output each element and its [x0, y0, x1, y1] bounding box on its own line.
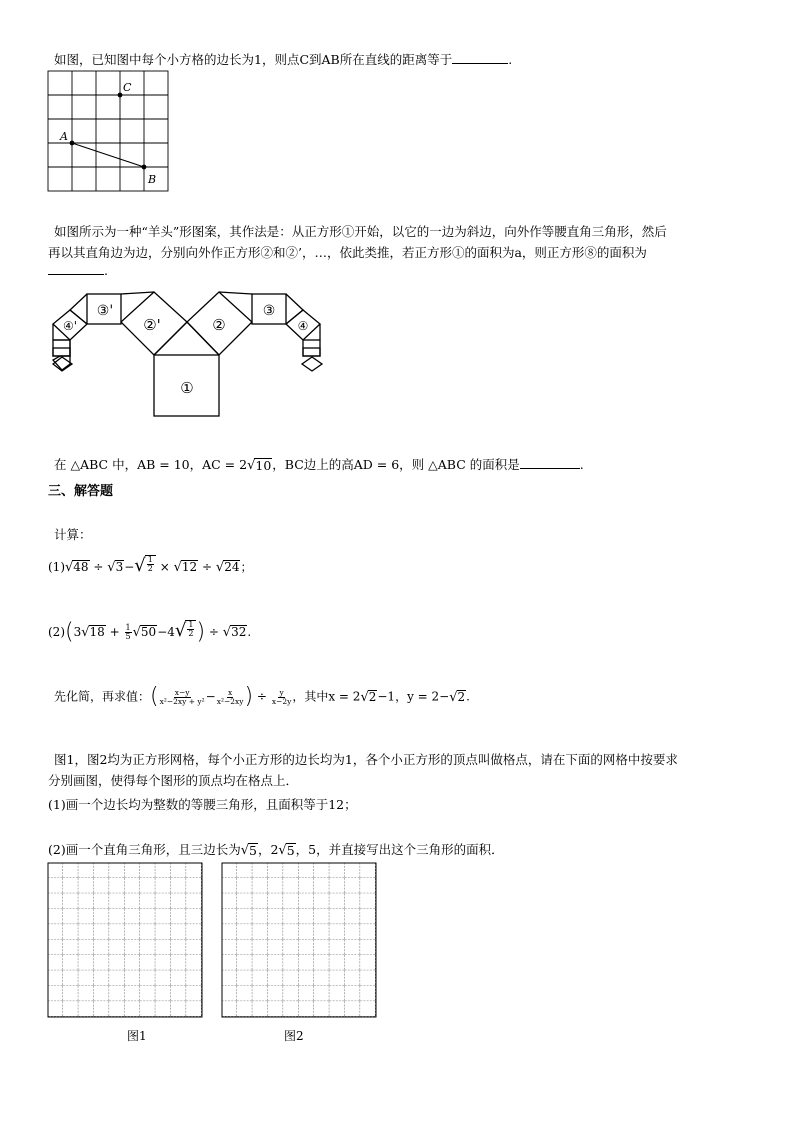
q3-answer-blank[interactable] — [520, 456, 580, 469]
q4-intro: 计算： — [54, 527, 92, 542]
q2-answer-blank[interactable] — [48, 262, 104, 275]
q2-line1: 如图所示为一种“羊头”形图案，其作法是：从正方形①开始，以它的一边为斜边，向外作等腰直角三角形，然后 — [54, 224, 667, 239]
section-title: 三、解答题 — [48, 484, 114, 499]
label-square-2-prime: ②' — [143, 316, 161, 334]
label-b: B — [148, 173, 157, 186]
q1-period: . — [508, 52, 513, 67]
q4-part1-expression: (1) √ 48 ÷ √ 3 − √ $\frac{1}{2}$ × √ 12 ÷ √ 24 ； — [48, 555, 253, 576]
question-3-text — [54, 455, 584, 473]
central-triangle — [154, 322, 219, 355]
point-b — [142, 165, 147, 170]
q2-line3 — [48, 262, 108, 278]
q2-line2: 再以其直角边为边，分别向外作正方形②和②’，…，依此类推，若正方形①的面积为a，则正方形⑧的面积为 — [48, 245, 647, 260]
q5-intro: 先化简，再求值： — [54, 689, 151, 704]
sqrt-10: √ 10 — [247, 458, 272, 473]
question-1-text — [54, 50, 512, 68]
q1-grid-figure — [47, 70, 171, 194]
label-square-1: ① — [180, 379, 194, 397]
q2-period: . — [104, 263, 108, 278]
q6-part1: (1)画一个边长均为整数的等腰三角形，且面积等于12； — [48, 797, 357, 812]
q3-period: . — [579, 457, 584, 472]
ram-head-figure — [50, 288, 325, 418]
grid-figure-1[interactable] — [47, 862, 205, 1020]
label-c: C — [123, 81, 132, 94]
label-square-2: ② — [212, 316, 226, 334]
q6-line1: 图1，图2均为正方形网格，每个小正方形的边长均为1，各个小正方形的顶点叫做格点，请在下面的网格中按要求 — [54, 752, 678, 767]
q6-part2: (2)画一个直角三角形，且三边长为 √ 5 ，2 √ 5 ，5，并直接写出这个三角形的面积． — [48, 842, 504, 858]
caption-figure-2: 图2 — [284, 1029, 304, 1043]
segment-ab — [72, 143, 144, 167]
q1-answer-blank[interactable] — [452, 51, 508, 64]
q1-text-before: 如图，已知图中每个小方格的边长为1，则点C到AB所在直线的距离等于 — [54, 52, 453, 67]
q3-part1: 在 △ABC 中，AB = 10，AC = 2 — [54, 457, 248, 472]
q3-part2: ，BC边上的高AD = 6，则 △ABC 的面积是 — [272, 457, 520, 472]
label-square-3-prime: ③' — [96, 303, 114, 319]
label-square-4: ④ — [297, 319, 309, 333]
q4-part2-expression: (2)(3 √ 18 + $\frac{1}{5}$ √ 50 −4 √ $\frac{1}{2}$ ) ÷ √ 32 . — [48, 619, 252, 645]
label-square-3: ③ — [262, 303, 276, 319]
caption-figure-1: 图1 — [127, 1029, 147, 1043]
q6-line2: 分别画图，使得每个图形的顶点均在格点上． — [48, 773, 299, 788]
q5-expression: 先化简，再求值：( $\frac{x-y}{\text{x²−2xy + y²}}$ − $\frac{x}{\text{x²−2xy}}$ ) ÷ $\frac{y}{x-2y}$ ，其中x = 2 √ 2 −1，y = 2− √ 2 . — [54, 684, 470, 709]
grid-figure-2[interactable] — [221, 862, 379, 1020]
point-c — [118, 93, 123, 98]
label-a: A — [60, 130, 68, 143]
point-a — [70, 141, 75, 146]
label-square-4-prime: ④' — [62, 319, 78, 333]
